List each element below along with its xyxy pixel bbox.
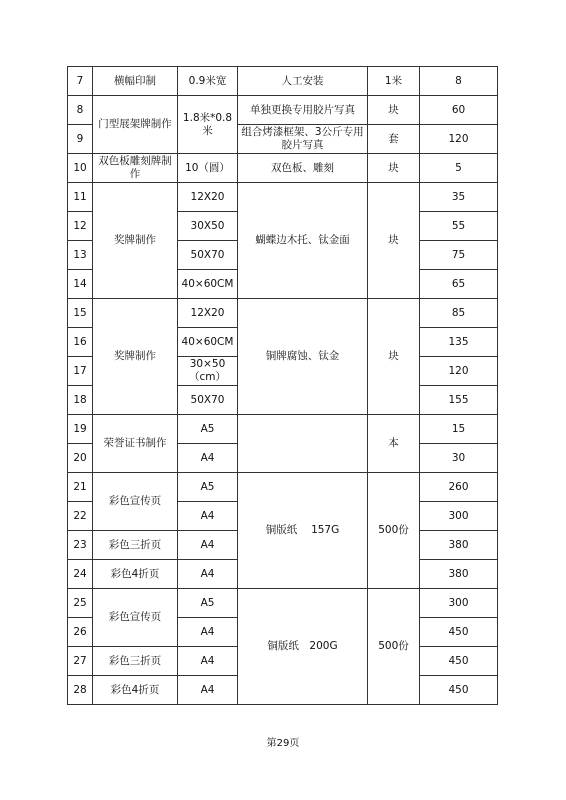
row-number: 28 (68, 676, 93, 705)
row-number: 11 (68, 183, 93, 212)
row-number: 26 (68, 618, 93, 647)
item-price: 135 (420, 328, 498, 357)
item-spec: A4 (178, 502, 238, 531)
item-price: 65 (420, 270, 498, 299)
row-number: 18 (68, 386, 93, 415)
item-price: 35 (420, 183, 498, 212)
row-number: 10 (68, 154, 93, 183)
item-spec: A5 (178, 473, 238, 502)
item-material (238, 415, 368, 473)
row-number: 8 (68, 96, 93, 125)
item-unit: 1米 (368, 67, 420, 96)
table-row (68, 473, 498, 502)
item-unit: 块 (368, 183, 420, 299)
item-unit: 块 (368, 299, 420, 415)
table-row (68, 589, 498, 618)
item-name: 奖牌制作 (93, 183, 178, 299)
item-price: 120 (420, 125, 498, 154)
item-unit: 本 (368, 415, 420, 473)
table-row (68, 67, 498, 96)
item-material: 双色板、雕刻 (238, 154, 368, 183)
item-spec: A5 (178, 415, 238, 444)
item-price: 450 (420, 647, 498, 676)
item-material: 单独更换专用胶片写真 (238, 96, 368, 125)
item-spec: A4 (178, 444, 238, 473)
item-spec: A4 (178, 676, 238, 705)
item-name: 奖牌制作 (93, 299, 178, 415)
item-material: 蝴蝶边木托、钛金面 (238, 183, 368, 299)
item-spec: A4 (178, 560, 238, 589)
item-unit: 500份 (368, 473, 420, 589)
item-name: 彩色宣传页 (93, 473, 178, 531)
item-spec: 0.9米宽 (178, 67, 238, 96)
item-name: 荣誉证书制作 (93, 415, 178, 473)
row-number: 24 (68, 560, 93, 589)
row-number: 23 (68, 531, 93, 560)
item-price: 75 (420, 241, 498, 270)
item-name: 彩色三折页 (93, 647, 178, 676)
item-name: 彩色宣传页 (93, 589, 178, 647)
item-spec: 30X50 (178, 212, 238, 241)
item-price: 15 (420, 415, 498, 444)
row-number: 21 (68, 473, 93, 502)
item-spec: 12X20 (178, 299, 238, 328)
table-row (68, 299, 498, 328)
item-name: 彩色三折页 (93, 531, 178, 560)
item-price: 380 (420, 531, 498, 560)
item-spec: 10（圆） (178, 154, 238, 183)
row-number: 14 (68, 270, 93, 299)
item-price: 300 (420, 589, 498, 618)
item-unit: 块 (368, 96, 420, 125)
item-price: 260 (420, 473, 498, 502)
item-unit: 块 (368, 154, 420, 183)
item-price: 8 (420, 67, 498, 96)
row-number: 25 (68, 589, 93, 618)
table-row (68, 96, 498, 125)
table-row (68, 154, 498, 183)
item-price: 450 (420, 676, 498, 705)
item-spec: 1.8米*0.8米 (178, 96, 238, 154)
item-spec: 40×60CM (178, 270, 238, 299)
table-row (68, 415, 498, 444)
item-spec: A4 (178, 647, 238, 676)
item-spec: A5 (178, 589, 238, 618)
item-price: 55 (420, 212, 498, 241)
item-spec: 40×60CM (178, 328, 238, 357)
item-price: 60 (420, 96, 498, 125)
table-row (68, 183, 498, 212)
row-number: 16 (68, 328, 93, 357)
price-table (67, 66, 498, 705)
item-price: 450 (420, 618, 498, 647)
item-price: 30 (420, 444, 498, 473)
item-name: 彩色4折页 (93, 560, 178, 589)
item-price: 155 (420, 386, 498, 415)
item-material: 铜版纸 157G (238, 473, 368, 589)
item-name: 横幅印制 (93, 67, 178, 96)
row-number: 20 (68, 444, 93, 473)
row-number: 17 (68, 357, 93, 386)
item-name: 彩色4折页 (93, 676, 178, 705)
item-material: 人工安装 (238, 67, 368, 96)
row-number: 19 (68, 415, 93, 444)
item-material: 组合烤漆框架、3公斤专用胶片写真 (238, 125, 368, 154)
item-price: 5 (420, 154, 498, 183)
item-name: 门型展架牌制作 (93, 96, 178, 154)
item-spec: 12X20 (178, 183, 238, 212)
row-number: 7 (68, 67, 93, 96)
item-material: 铜版纸 200G (238, 589, 368, 705)
item-spec: A4 (178, 531, 238, 560)
row-number: 27 (68, 647, 93, 676)
item-spec: 50X70 (178, 241, 238, 270)
item-material: 铜牌腐蚀、钛金 (238, 299, 368, 415)
item-spec: A4 (178, 618, 238, 647)
row-number: 22 (68, 502, 93, 531)
row-number: 13 (68, 241, 93, 270)
row-number: 15 (68, 299, 93, 328)
item-price: 380 (420, 560, 498, 589)
item-name: 双色板雕刻牌制作 (93, 154, 178, 183)
item-unit: 500份 (368, 589, 420, 705)
row-number: 12 (68, 212, 93, 241)
row-number: 9 (68, 125, 93, 154)
item-price: 85 (420, 299, 498, 328)
item-spec: 30×50（cm） (178, 357, 238, 386)
page-number: 第29页 (266, 738, 300, 749)
item-price: 300 (420, 502, 498, 531)
item-price: 120 (420, 357, 498, 386)
item-spec: 50X70 (178, 386, 238, 415)
item-unit: 套 (368, 125, 420, 154)
